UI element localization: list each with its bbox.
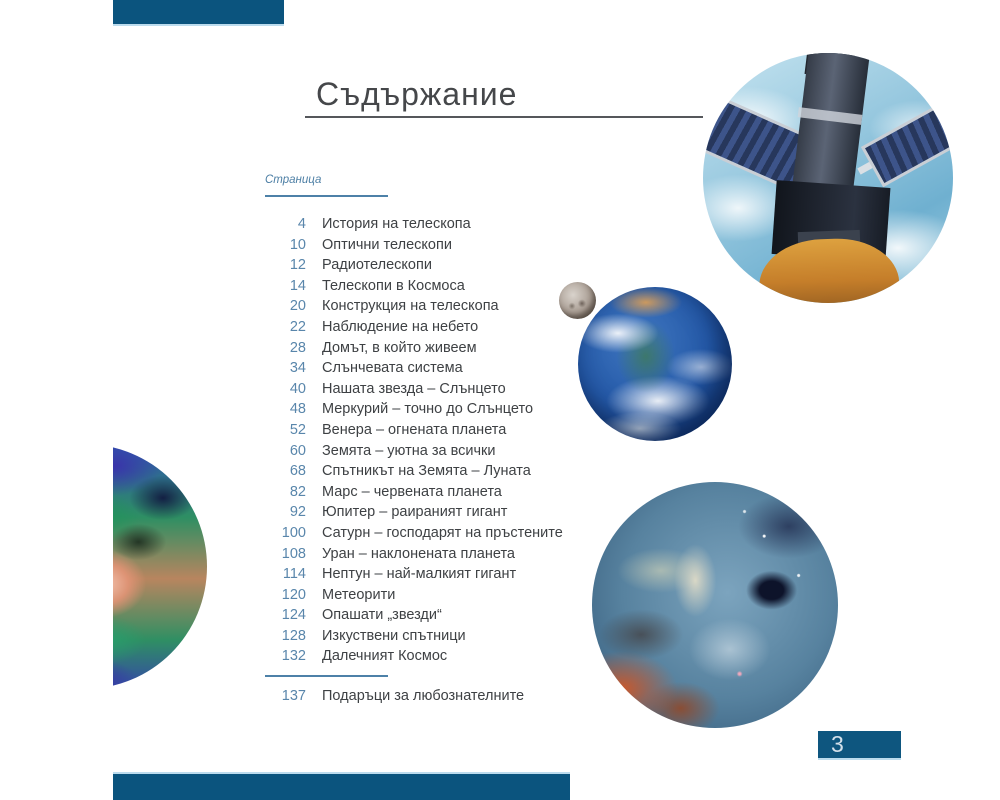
toc-page-number: 34 bbox=[289, 360, 306, 377]
page-number: 3 bbox=[831, 731, 844, 757]
toc-row bbox=[264, 482, 694, 503]
toc-entry-title: Нептун – най-малкият гигант bbox=[322, 566, 517, 583]
toc-page-number: 68 bbox=[289, 463, 306, 480]
hubble-solar-panel-right bbox=[861, 93, 953, 188]
toc-page-number: 22 bbox=[289, 318, 306, 335]
toc-entry-title: Уран – наклонената планета bbox=[322, 545, 515, 562]
nebula-photo bbox=[592, 482, 838, 728]
earth-photo bbox=[578, 287, 732, 441]
toc-entry-title: Меркурий – точно до Слънцето bbox=[322, 401, 534, 418]
toc-page-number: 108 bbox=[281, 545, 306, 562]
toc-page-number: 40 bbox=[289, 380, 306, 397]
toc-page-number: 100 bbox=[281, 524, 306, 541]
toc-page-number: 60 bbox=[289, 442, 306, 459]
toc-page-number: 20 bbox=[289, 298, 306, 315]
venus-photo-clip bbox=[113, 444, 208, 689]
page-number-box bbox=[818, 731, 901, 760]
toc-entry-title: Домът, в който живеем bbox=[322, 339, 477, 356]
toc-page-number: 12 bbox=[289, 257, 306, 274]
toc-row bbox=[264, 235, 694, 256]
toc-page-number: 124 bbox=[281, 607, 306, 624]
top-accent-bar bbox=[113, 0, 284, 26]
toc-entry-title: Юпитер – раираният гигант bbox=[322, 504, 508, 521]
toc-row bbox=[264, 441, 694, 462]
toc-row bbox=[264, 214, 694, 235]
toc-entry-title: Сатурн – господарят на пръстените bbox=[322, 524, 563, 541]
venus-photo bbox=[113, 444, 207, 689]
toc-entry-title: Нашата звезда – Слънцето bbox=[322, 380, 506, 397]
toc-entry-title: Далечният Космос bbox=[322, 648, 448, 665]
hubble-telescope-photo bbox=[703, 53, 953, 303]
toc-page-number: 48 bbox=[289, 401, 306, 418]
toc-page-number: 132 bbox=[281, 648, 306, 665]
toc-page-number: 128 bbox=[281, 627, 306, 644]
toc-entry-title: Марс – червената планета bbox=[322, 483, 502, 500]
toc-entry-title: Изкуствени спътници bbox=[322, 627, 466, 644]
moon-photo bbox=[559, 282, 596, 319]
title-underline bbox=[305, 116, 703, 118]
toc-entry-title: Венера – огнената планета bbox=[322, 421, 507, 438]
toc-page-number: 120 bbox=[281, 586, 306, 603]
toc-entry-title: Конструкция на телескопа bbox=[322, 298, 499, 315]
toc-entry-title: Оптични телескопи bbox=[322, 236, 452, 253]
toc-entry-title: История на телескопа bbox=[322, 216, 471, 232]
toc-page-number: 92 bbox=[289, 504, 306, 521]
toc-page-number: 114 bbox=[282, 566, 306, 583]
toc-entry-title: Наблюдение на небето bbox=[322, 318, 479, 335]
toc-entry-title: Спътникът на Земята – Луната bbox=[322, 463, 531, 480]
toc-page-number: 52 bbox=[289, 421, 306, 438]
bottom-accent-bar bbox=[113, 772, 570, 800]
toc-entry-title: Метеорити bbox=[322, 586, 396, 603]
toc-row bbox=[264, 255, 694, 276]
page-column-underline bbox=[265, 195, 388, 197]
toc-entry-title: Опашати „звезди“ bbox=[322, 607, 442, 624]
toc-page-number: 14 bbox=[289, 277, 306, 294]
toc-entry-title: Телескопи в Космоса bbox=[322, 277, 465, 294]
toc-entry-title: Земята – уютна за всички bbox=[322, 442, 496, 459]
toc-page-number: 28 bbox=[289, 339, 306, 356]
page-column-label: Страница bbox=[265, 174, 322, 186]
toc-page-number: 82 bbox=[289, 483, 306, 500]
toc-divider bbox=[265, 675, 388, 677]
toc-row bbox=[264, 461, 694, 482]
toc-page-number: 10 bbox=[289, 236, 306, 253]
toc-entry-title: Радиотелескопи bbox=[322, 257, 432, 274]
page-title: Съдържание bbox=[316, 76, 518, 112]
toc-entry-title: Слънчевата система bbox=[322, 360, 463, 377]
toc-entry-title: Подаръци за любознателните bbox=[322, 688, 525, 704]
toc-page-number: 4 bbox=[297, 216, 306, 232]
toc-page-number: 137 bbox=[281, 688, 306, 704]
